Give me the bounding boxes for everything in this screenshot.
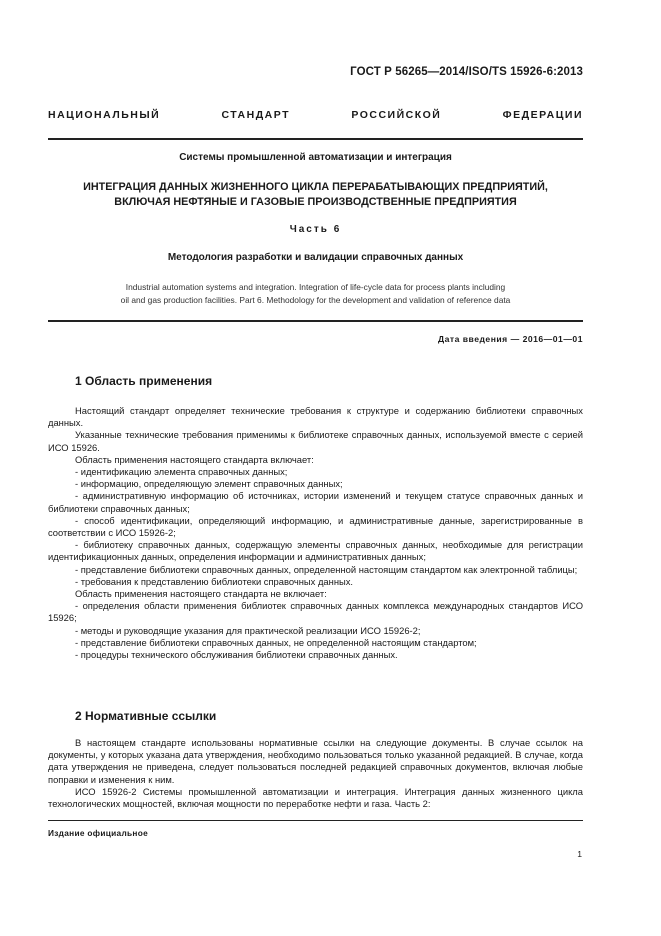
section-2-body [48, 737, 583, 810]
list-item: - требования к представлению библиотеки справочных данных. [75, 575, 354, 587]
introduction-date: Дата введения — 2016—01—01 [437, 334, 583, 344]
main-title-line-1: ИНТЕГРАЦИЯ ДАННЫХ ЖИЗНЕННОГО ЦИКЛА ПЕРЕРАБАТЫВАЮЩИХ ПРЕДПРИЯТИЙ, [83, 181, 548, 193]
main-title [48, 180, 583, 210]
list-item: - определения области применения библиотек справочных данных комплекса международных стандартов ИСО 15926; [48, 600, 583, 624]
list-item: - идентификацию элемента справочных данных; [75, 466, 288, 478]
list-item: - процедуры технического обслуживания библиотеки справочных данных. [75, 649, 398, 661]
list-item: - административную информацию об источниках, истории изменений и текущем статусе справочных данных и библиотеки справочных данных; [48, 490, 583, 514]
english-title [48, 281, 583, 307]
edition-note: Издание официальное [48, 828, 149, 838]
english-title-line-1: Industrial automation systems and integration. Integration of life-cycle data for process plants including [125, 282, 506, 292]
paragraph: ИСО 15926-2 Системы промышленной автоматизации и интеграция. Интеграция данных жизненного цикла технологических мощностей, включая мощности по переработке нефти и газа. Часть 2: [48, 785, 583, 810]
main-title-line-2: ВКЛЮЧАЯ НЕФТЯНЫЕ И ГАЗОВЫЕ ПРОИЗВОДСТВЕННЫЕ ПРЕДПРИЯТИЯ [114, 196, 517, 208]
paragraph: Область применения настоящего стандарта не включает: [75, 588, 327, 600]
section-1-heading: 1 Область применения [75, 374, 213, 388]
paragraph: Область применения настоящего стандарта включает: [75, 453, 314, 465]
section-2-heading: 2 Нормативные ссылки [75, 709, 217, 723]
subtitle: Методология разработки и валидации справочных данных [167, 252, 464, 263]
document-id: ГОСТ Р 56265—2014/ISO/TS 15926-6:2013 [350, 66, 583, 78]
paragraph: Настоящий стандарт определяет технические требования к структуре и содержанию библиотеки справочных данных. [48, 405, 583, 429]
paragraph: В настоящем стандарте использованы нормативные ссылки на следующие документы. В случае ссылок на документы, у которых указана дата утверждения, необходимо пользоваться только указанной редакцией. В случае, когда дата утверждения не приведена, следует пользоваться последней редакцией справочных документов, включая любые поправки и изменения к ним. [48, 737, 583, 785]
part-label: Часть 6 [289, 224, 342, 235]
section-1-body [48, 405, 583, 661]
title-series: Системы промышленной автоматизации и интеграция [179, 152, 452, 163]
english-title-line-2: oil and gas production facilities. Part 6. Methodology for the development and validation of reference data [120, 295, 511, 305]
footer-divider [48, 820, 583, 821]
list-item: - библиотеку справочных данных, содержащую элементы справочных данных, необходимые для регистрации идентификационных данных, определения информации и административных данных; [48, 539, 583, 563]
header-divider [48, 138, 583, 140]
list-item: - представление библиотеки справочных данных, не определенной настоящим стандартом; [75, 636, 477, 648]
list-item: - информацию, определяющую элемент справочных данных; [75, 478, 343, 490]
list-item: - представление библиотеки справочных данных, определенной настоящим стандартом как электронной таблицы; [75, 563, 578, 575]
page-number: 1 [577, 849, 582, 859]
list-item: - методы и руководящие указания для практической реализации ИСО 15926-2; [75, 624, 421, 636]
national-standard-banner: НАЦИОНАЛЬНЫЙ СТАНДАРТ РОССИЙСКОЙ ФЕДЕРАЦИИ [48, 109, 583, 121]
paragraph: Указанные технические требования применимы к библиотеке справочных данных, используемой вместе с серией ИСО 15926. [48, 429, 583, 453]
list-item: - способ идентификации, определяющий информацию, и административные данные, зарегистрированные в соответствии с ИСО 15926-2; [48, 514, 583, 539]
title-divider [48, 320, 583, 322]
